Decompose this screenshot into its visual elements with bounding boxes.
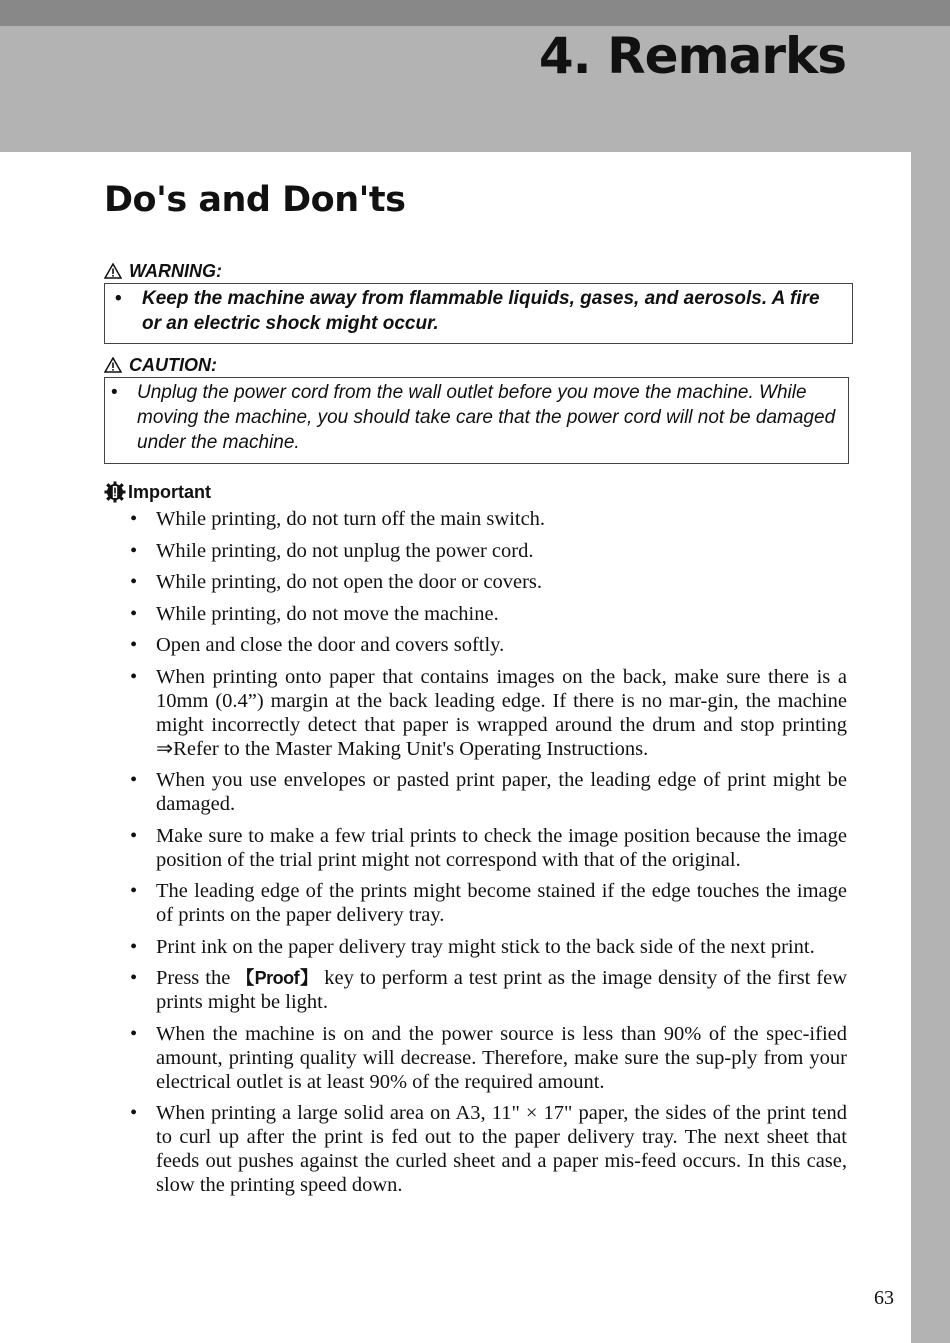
warning-text: Keep the machine away from flammable liquids, gases, and aerosols. A fire or an electric shock might occur. bbox=[142, 288, 820, 334]
warning-label-text: WARNING: bbox=[129, 261, 222, 281]
important-label: Important bbox=[128, 482, 211, 502]
important-heading bbox=[104, 481, 211, 503]
chapter-title: 4. Remarks bbox=[538, 27, 846, 85]
list-item: • Print ink on the paper delivery tray might stick to the back side of the next print. bbox=[130, 935, 847, 959]
header-top-strip bbox=[0, 0, 950, 26]
list-item-proof bbox=[130, 966, 847, 1014]
warning-triangle-icon bbox=[104, 263, 122, 279]
side-margin-band bbox=[911, 152, 950, 1343]
important-gear-icon bbox=[104, 481, 126, 503]
caution-box bbox=[104, 377, 849, 464]
list-item: • Open and close the door and covers softly. bbox=[130, 633, 847, 657]
list-item: • While printing, do not unplug the power cord. bbox=[130, 539, 847, 563]
caution-triangle-icon bbox=[104, 357, 122, 373]
proof-text-before: Press the bbox=[156, 967, 237, 989]
list-item: • When printing a large solid area on A3, 11" × 17" paper, the sides of the print tend to curl up after the print is fed out to the paper delivery tray. The next sheet that feeds out pushes against the curled sheet and a paper mis-feed occurs. In this case, slow the printing speed down. bbox=[130, 1101, 847, 1197]
list-item: • Make sure to make a few trial prints to check the image position because the image position of the trial print might not correspond with that of the original. bbox=[130, 824, 847, 872]
caution-bullet: • bbox=[111, 382, 118, 403]
list-item: • While printing, do not move the machine. bbox=[130, 602, 847, 626]
list-item: • When the machine is on and the power source is less than 90% of the spec-ified amount, printing quality will decrease. Therefore, make sure the sup-ply from your electrical outlet is at least 90% of the required amount. bbox=[130, 1022, 847, 1094]
list-item: • While printing, do not turn off the main switch. bbox=[130, 507, 847, 531]
list-item: • While printing, do not open the door or covers. bbox=[130, 570, 847, 594]
warning-label bbox=[104, 260, 222, 282]
section-title: Do's and Don'ts bbox=[104, 180, 406, 220]
important-list bbox=[130, 507, 847, 1205]
proof-key-label: 【Proof】 bbox=[236, 968, 319, 988]
proof-text-after: key to perform a test print as the image density of the first few prints might be light. bbox=[156, 967, 848, 1013]
list-item: • When printing onto paper that contains images on the back, make sure there is a 10mm (0.4”) margin at the back leading edge. If there is no mar-gin, the machine might incorrectly detect that paper is wrapped around the drum and stop printing ⇒Refer to the Master Making Unit's Operating Instructions. bbox=[130, 665, 847, 761]
warning-bullet: • bbox=[115, 288, 122, 309]
list-item: • The leading edge of the prints might become stained if the edge touches the image of prints on the paper delivery tray. bbox=[130, 879, 847, 927]
caution-label-text: CAUTION: bbox=[129, 355, 217, 375]
caution-text: Unplug the power cord from the wall outlet before you move the machine. While moving the machine, you should take care that the power cord will not be damaged under the machine. bbox=[137, 382, 836, 453]
caution-label bbox=[104, 354, 217, 376]
warning-box bbox=[104, 283, 853, 344]
page-number: 63 bbox=[874, 1287, 894, 1309]
list-item: • When you use envelopes or pasted print paper, the leading edge of print might be damaged. bbox=[130, 768, 847, 816]
